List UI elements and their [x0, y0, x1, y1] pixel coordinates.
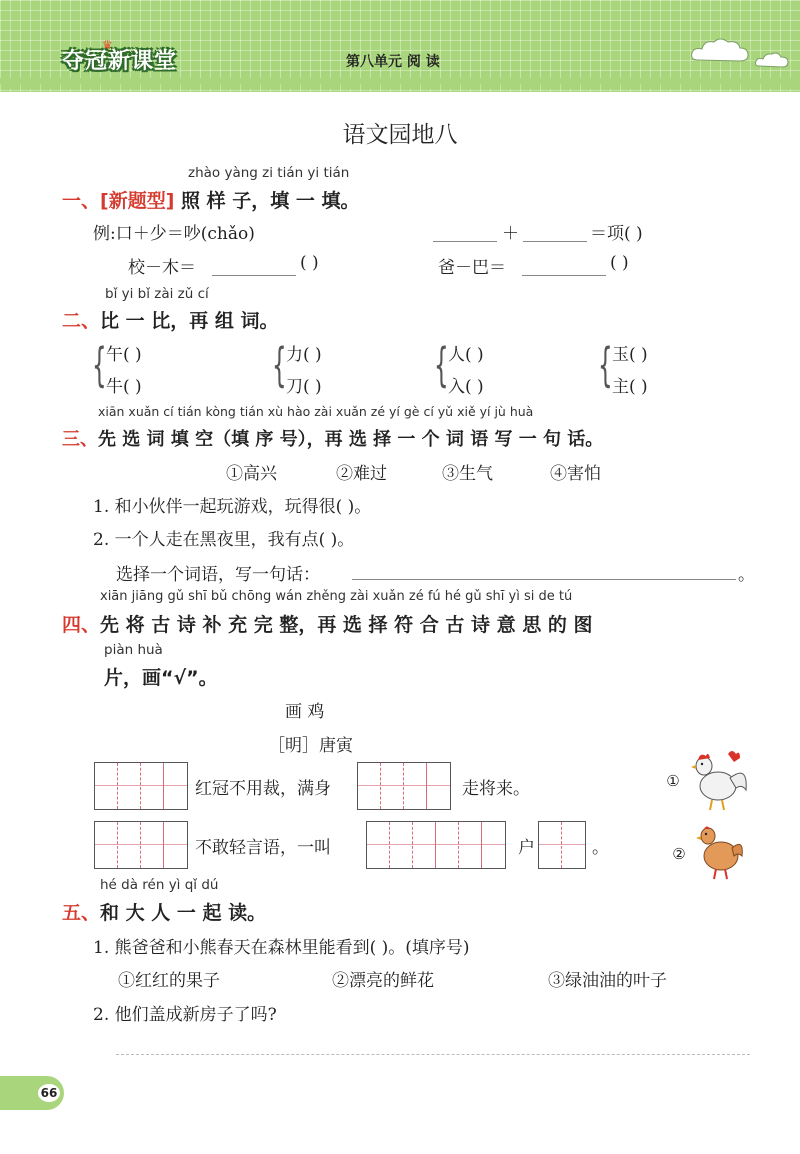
s1-heading-text: 照 样 子，填 一 填。 — [181, 190, 360, 212]
s5-heading-text: 和 大 人 一 起 读。 — [100, 902, 267, 924]
s1-blank-4[interactable] — [522, 275, 606, 276]
s5-number: 五、 — [62, 902, 101, 924]
s5-heading — [62, 898, 266, 925]
pair-4-a[interactable]: 玉( ) — [612, 345, 648, 365]
s5-pinyin: hé dà rén yì qǐ dú — [100, 877, 219, 893]
s1-eq-xiang: ＝项( ) — [590, 224, 643, 244]
cloud-small-icon — [754, 50, 790, 70]
pair-3-b[interactable]: 入( ) — [448, 377, 484, 397]
s4-heading-2: 片，画“√”。 — [104, 667, 218, 689]
new-type-tag: [新题型] — [100, 190, 175, 212]
s3-number: 三、 — [62, 429, 98, 450]
s2-number: 二、 — [62, 310, 101, 332]
pair-1-b[interactable]: 牛( ) — [106, 377, 142, 397]
s5-opt-1: ①红红的果子 — [118, 971, 220, 991]
s1-blank-2[interactable] — [523, 241, 587, 242]
s1-blank-3[interactable] — [212, 275, 296, 276]
s3-write-prompt: 选择一个词语，写一句话： — [116, 565, 320, 585]
choice-1-label[interactable]: ① — [666, 772, 680, 790]
s1-number: 一、 — [62, 190, 101, 212]
poem-grid-1[interactable] — [94, 762, 188, 810]
option-4: ④害怕 — [550, 464, 601, 484]
brand-logo: 夺冠新课堂 — [62, 49, 178, 74]
pair-2-b[interactable]: 刀( ) — [286, 377, 322, 397]
hen-image[interactable] — [696, 822, 746, 882]
s3-q1[interactable]: 1. 和小伙伴一起玩游戏，玩得很( )。 — [93, 497, 372, 517]
poem-title: 画 鸡 — [285, 702, 325, 722]
s1-pinyin: zhào yàng zi tián yi tián — [188, 165, 350, 181]
brace-icon: { — [92, 338, 107, 392]
s4-number: 四、 — [62, 614, 101, 636]
choice-2-label[interactable]: ② — [672, 845, 686, 863]
s1-heading — [62, 186, 359, 213]
s2-pinyin: bǐ yi bǐ zài zǔ cí — [105, 286, 209, 302]
poem-grid-5[interactable] — [538, 821, 586, 869]
header-wave-edge — [0, 78, 800, 104]
poem-line-1-b: 走将来。 — [462, 779, 530, 799]
s5-q1[interactable]: 1. 熊爸爸和小熊春天在森林里能看到( )。(填序号) — [93, 938, 470, 958]
s2-heading-text: 比 一 比，再 组 词。 — [100, 310, 279, 332]
s4-pinyin-2: piàn huà — [104, 642, 163, 658]
poem-grid-4[interactable] — [366, 821, 506, 869]
poem-line-2-b: 户 — [518, 838, 535, 858]
cloud-icon — [690, 36, 750, 66]
poem-line-2-a: 不敢轻言语，一叫 — [195, 838, 331, 858]
s1-paren-1[interactable]: ( ) — [300, 253, 319, 273]
crown-icon: ♛ — [102, 38, 113, 52]
option-3: ③生气 — [442, 464, 493, 484]
rooster-image[interactable] — [690, 748, 750, 814]
s3-q2[interactable]: 2. 一个人走在黑夜里，我有点( )。 — [93, 530, 355, 550]
poem-grid-2[interactable] — [357, 762, 451, 810]
s3-period: 。 — [738, 565, 755, 585]
s5-answer-line[interactable] — [116, 1054, 750, 1055]
s1-jiao: 校－木＝ — [128, 258, 196, 278]
s3-sentence-line[interactable] — [352, 579, 736, 580]
page-title: 语文园地八 — [342, 122, 458, 148]
s4-heading-1 — [62, 610, 592, 637]
s1-paren-2[interactable]: ( ) — [610, 253, 629, 273]
s5-opt-2: ②漂亮的鲜花 — [332, 971, 434, 991]
s3-pinyin: xiān xuǎn cí tián kòng tián xù hào zài xuǎn zé yí gè cí yǔ xiě yí jù huà — [98, 404, 534, 419]
brace-icon: { — [272, 338, 287, 392]
s4-pinyin-1: xiān jiāng gǔ shī bǔ chōng wán zhěng zài xuǎn zé fú hé gǔ shī yì si de tú — [100, 589, 573, 604]
poem-grid-3[interactable] — [94, 821, 188, 869]
brace-icon: { — [434, 338, 449, 392]
pair-4-b[interactable]: 主( ) — [612, 377, 648, 397]
s4-heading-text-1: 先 将 古 诗 补 充 完 整，再 选 择 符 合 古 诗 意 思 的 图 — [100, 614, 593, 636]
poem-author: ［明］唐寅 — [268, 736, 353, 756]
option-1: ①高兴 — [226, 464, 277, 484]
page-number: 66 — [38, 1084, 60, 1102]
s3-heading-text: 先 选 词 填 空（填 序 号），再 选 择 一 个 词 语 写 一 句 话。 — [98, 429, 604, 450]
option-2: ②难过 — [336, 464, 387, 484]
s3-heading — [62, 425, 603, 451]
s5-q2: 2. 他们盖成新房子了吗? — [93, 1005, 277, 1025]
page-number-tab — [0, 1076, 64, 1110]
poem-line-2-c: 。 — [592, 838, 609, 858]
s1-example: 例:口＋少＝吵(chǎo) — [93, 224, 255, 244]
s2-heading — [62, 306, 278, 333]
poem-line-1-a: 红冠不用裁，满身 — [195, 779, 331, 799]
brace-icon: { — [598, 338, 613, 392]
pair-2-a[interactable]: 力( ) — [286, 345, 322, 365]
pair-1-a[interactable]: 午( ) — [106, 345, 142, 365]
s1-plus: ＋ — [502, 224, 519, 244]
s5-opt-3: ③绿油油的叶子 — [548, 971, 667, 991]
s1-blank-1[interactable] — [433, 241, 497, 242]
pair-3-a[interactable]: 人( ) — [448, 345, 484, 365]
s1-ba: 爸－巴＝ — [438, 258, 506, 278]
unit-label: 第八单元 阅 读 — [346, 54, 440, 70]
